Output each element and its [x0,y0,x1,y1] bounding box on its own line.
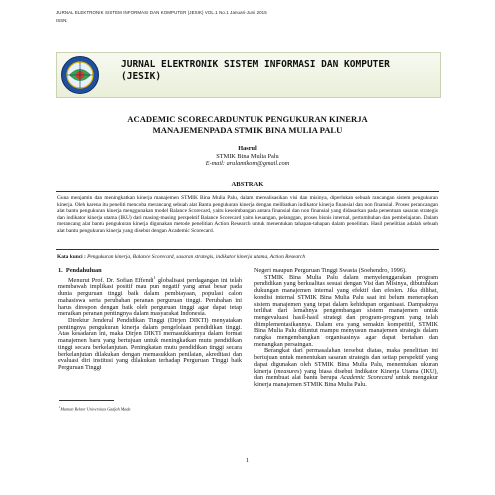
abstract-bottom-rule [56,249,439,250]
abstract-heading: ABSTRAK [231,181,264,188]
footnote-ref: 1 [153,274,156,280]
journal-name-line2: (JESIK) [121,70,162,82]
abstract-body: Guna menjamin dan meningkatkan kinerja manajemen STMIK Bina Mulia Palu, dalam merealisasikan visi dan misinya, diperlukan sebuah rancangan sistem pengukuran kinerja. Oleh karena itu peneliti mencoba merancang sebuah alat Bantu pengukuran kinerja dengan melibatkan indikator kinerja finansial dan non finansial. Proses perancangan alat bantu pengukuran kinerja menggunakan model Balance Scorecard, yaitu keseimbangan antara finansial dan non finansial yang didasarkan pada penentuan sasaran strategis dan indikator kinerja utama (IKU) dari masing-masing perspektif Balance Scorecard yaitu keuangan, pelanggan, proses bisnis internal, pertumbuhan dan pembelajaran. Dalam merancang alat bantu pengukuran kinerja digunakan metode penelitian Action Research untuk menentukan tahapan-tahapan dalam penelitian. Hasil penelitian adalah sebuah alat bantu pengukuran kinerja yang disebut dengan Academic Scorecard. [57,195,438,234]
paper-title [56,114,439,135]
keywords [57,254,438,261]
right-para2-pre: Berangkat dari permasalahan tersebut diatas, maka penelitian ini bertujuan untuk menentukan sasaran strategis dan setiap perspektif yang dapat digunakan oleh STMIK Bina Mulia Palu, menentukan ukuran kinerja ( [254,347,438,375]
right-para2-italic: measures [276,367,300,375]
paper-title-line1: ACADEMIC SCORECARDUNTUK PENGUKURAN KINERJA [127,114,368,124]
journal-name [121,59,437,82]
section-number: 1. [58,267,63,274]
page-number: 1 [245,457,250,464]
abstract-top-rule [56,191,439,192]
left-para1-start: Menurut Prof. Dr. Sofian Effendi [68,276,154,284]
journal-banner [56,52,441,98]
author-email: E-mail: arulamikom@gmail.com [205,160,290,167]
left-para1-rest: globalisasi perdagangan ini telah membawah implikasi positif mau pun negatif yang amat besar pada dunia perguruan tinggi baik dalam pembiayaan, populasi calon mahasiswa serta perubahan peranan perguruan tinggi. Perubahan ini harus direspon dengan baik oleh perguruan tinggi agar dapat tetap meraikan peranan pentingnya dalam masyarakat Indonesia. [58,276,243,318]
author-institution: STMIK Bina Mulia Palu [216,153,279,160]
author-name: Hasrul [238,145,257,152]
issn-label: ISSN: [56,18,68,23]
left-paragraph-2: Direktur Jenderal Pendidikan Tinggi (Dirjen DIKTI) menyatakan pentingnya pengukuran kinerja dalam pengelolaan pendidikan tinggi. Atas kesadaran ini, maka Dirjen DIKTI memasukkannya dalam format manajemen baru yang bertujuan untuk meningkatkan mutu pendidikan tinggi secara berkelanjutan. Peningkatan mutu pendidikan tinggi secara berkelanjutan dilakukan dengan memasukkan penilaian, akreditasi dan evaluasi diri institusi yang dilakukan terhadap Perguruan Tinggi baik Perguruan Tinggi [58,317,242,371]
globe-seal-icon [60,55,100,95]
left-paragraph-1 [58,275,242,318]
right-column [254,268,438,389]
right-paragraph-2 [254,348,438,388]
footnote-rule [59,400,114,401]
right-para2-italic-2: Academic Scorecard [340,374,393,382]
footnote [59,405,131,411]
footnote-text: Mantan Rektor Universitas Gadjah Mada [60,406,131,412]
paper-title-line2: MANAJEMENPADA STMIK BINA MULIA PALU [152,124,343,135]
right-paragraph-1: STMIK Bina Mulia Palu dalam menyelenggarakan program pendidikan yang berkualitas sesuai dengan Visi dan Misinya, dibutuhkan dukungan manajemen internal yang efektif dan efesien. Jika dilihat, kondisi internal STMIK Bina Mulia Palu saat ini belum menerapkan sistem manajemen yang tepat dalam kehidupan organisasi. Dampaknya terlihat dari lemahnya pengembangan sistem manajemen untuk mengevaluasi hasil-hasil strategi dan program-program yang telah diimplementasikannya. Dalam era yang semakin kompetitif, STMIK Bina Mulia Palu dituntut mampu menyusun manajemen strategis dalam rangka mengembangkan organisasinya agar dapat bertahan dan menangkan persaingan. [254,273,438,348]
keywords-label: Kata kunci : [57,254,86,260]
footnote-mark: 1 [59,405,61,409]
section-heading [58,268,242,275]
right-para2-mid: ) yang biasa disebut Indikator Kinerja Utama (IKU), dan membuat alat bantu berupa [254,367,438,382]
right-paragraph-0: Negeri maupun Perguruan Tinggi Swasta (Soehendro, 1996). [254,267,407,274]
keywords-list: Pengukuran kinerja, Balance Scorecard, sasaran strategis, indikator kinerja utama, Action Research [87,254,306,260]
journal-name-line1: JURNAL ELEKTRONIK SISTEM INFORMASI DAN KOMPUTER [121,59,390,70]
right-para2-end: untuk mengukur kinerja manajemen STMIK Bina Mulia Palu. [254,374,438,388]
left-column [58,268,242,372]
running-head: JURNAL ELEKTRONIK SISTEM INFORMASI DAN KOMPUTER (JESIK) VOL.1 No.1 Januari-Juni 2015 [56,10,267,15]
section-title: Pendahuluan [65,267,102,274]
